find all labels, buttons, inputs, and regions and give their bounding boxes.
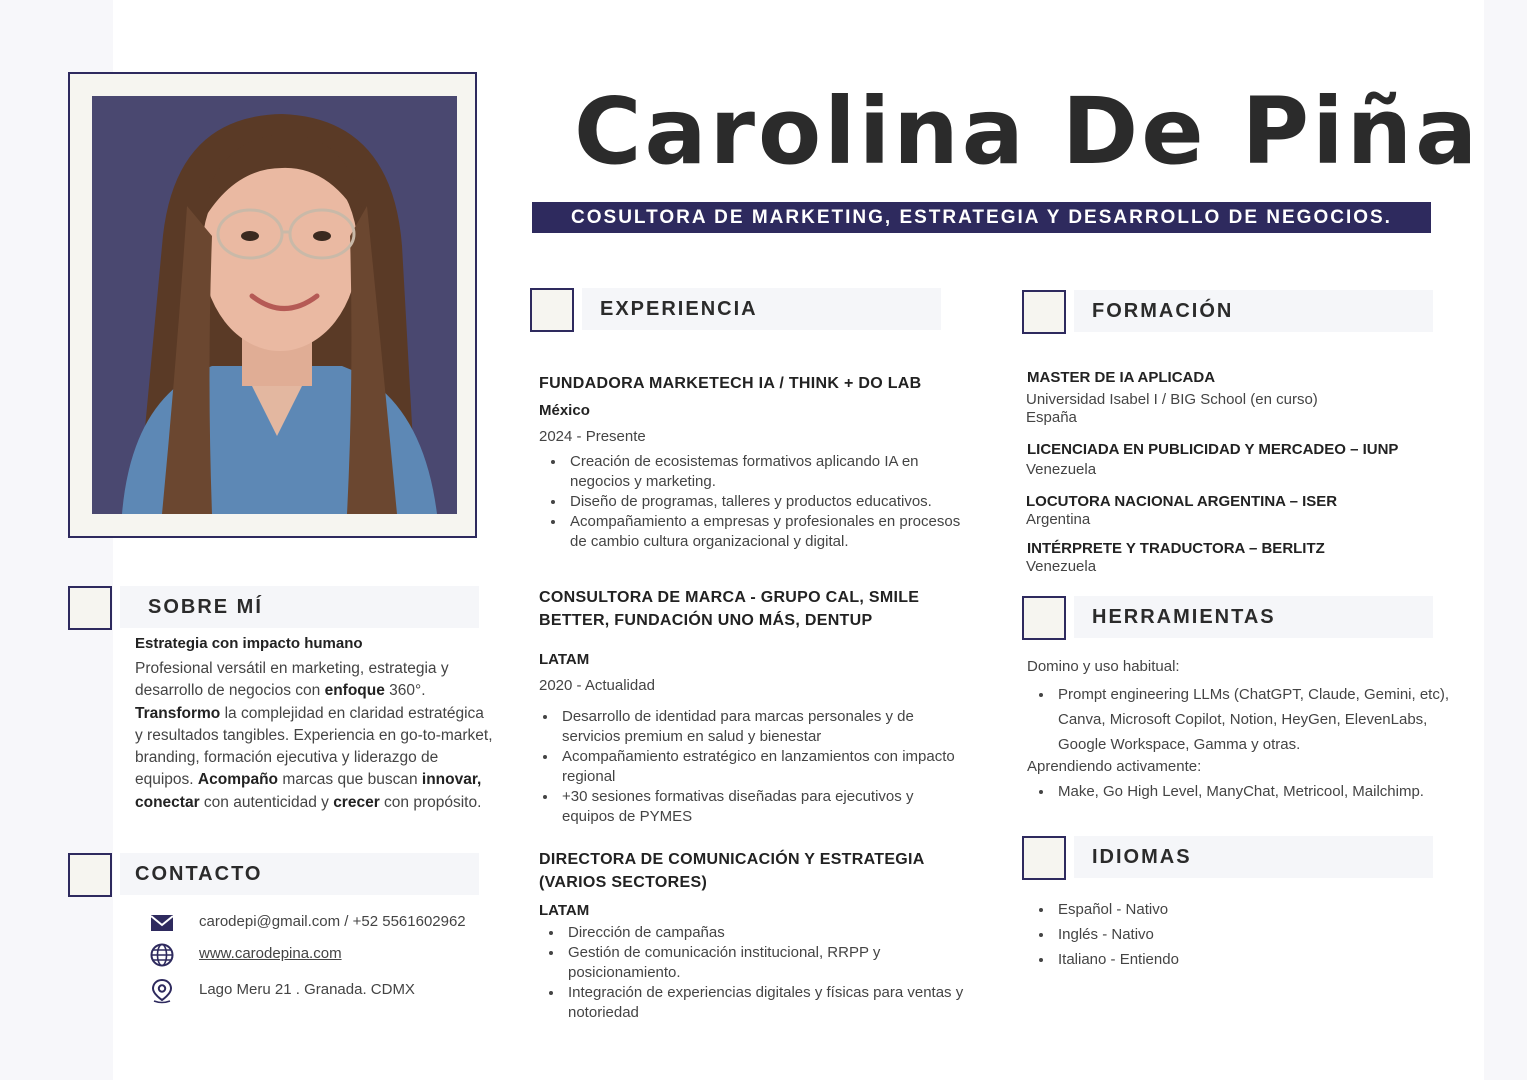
about-tagline: Estrategia con impacto humano [135,635,363,652]
education-title: MASTER DE IA APLICADA [1027,369,1216,386]
list-item: • Acompañamiento a empresas y profesionales en procesos de cambio cultura organizacional y digital. [566,512,971,552]
education-detail: España [1026,409,1077,426]
contact-email-text: carodepi@gmail.com / +52 5561602962 [199,913,466,930]
job-period: 2020 - Actualidad [539,677,655,694]
contact-website[interactable] [148,942,488,968]
languages-list [1036,897,1354,972]
education-detail: Universidad Isabel I / BIG School (en curso) [1026,391,1318,408]
list-item: • Prompt engineering LLMs (ChatGPT, Claude, Gemini, etc), Canva, Microsoft Copilot, Notion, HeyGen, ElevenLabs, Google Workspace, Gamma y otras. [1054,682,1474,757]
checkbox-square-icon [68,586,112,630]
languages-heading: IDIOMAS [1092,846,1192,868]
job-title-banner: COSULTORA DE MARKETING, ESTRATEGIA Y DESARROLLO DE NEGOCIOS. [532,202,1431,233]
location-pin-icon [148,978,176,1004]
list-item: • Italiano - Entiendo [1054,947,1354,972]
list-item: • Acompañamiento estratégico en lanzamientos con impacto regional [558,747,968,787]
education-title: LICENCIADA EN PUBLICIDAD Y MERCADEO – IUNP [1027,441,1399,458]
checkbox-square-icon [1022,596,1066,640]
contact-section-header [68,853,479,895]
list-item: • Creación de ecosistemas formativos aplicando IA en negocios y marketing. [566,452,971,492]
education-title: INTÉRPRETE Y TRADUCTORA – BERLITZ [1027,540,1325,557]
education-detail: Venezuela [1026,461,1097,478]
about-section-header [68,586,479,628]
contact-heading: CONTACTO [135,863,263,885]
checkbox-square-icon [530,288,574,332]
experience-heading: EXPERIENCIA [600,298,758,320]
job-location: México [539,402,590,419]
job-period: 2024 - Presente [539,428,646,445]
list-item: • Desarrollo de identidad para marcas personales y de servicios premium en salud y bienestar [558,707,968,747]
globe-icon [148,942,176,968]
job-title: DIRECTORA DE COMUNICACIÓN Y ESTRATEGIA (VARIOS SECTORES) [539,851,925,891]
education-section-header [1022,290,1433,332]
tools-section-header [1022,596,1433,638]
education-heading: FORMACIÓN [1092,300,1234,322]
about-paragraph: Profesional versátil en marketing, estrategia y desarrollo de negocios con enfoque 360°. Transformo la complejidad en claridad estratégica y resultados tangibles. Experiencia en go-to-market, branding, formación ejecutiva y liderazgo de equipos. Acompaño marcas que buscan innovar, conectar con autenticidad y crecer con propósito. [135,660,493,811]
job-title: CONSULTORA DE MARCA - GRUPO CAL, SMILE BETTER, FUNDACIÓN UNO MÁS, DENTUP [539,589,920,629]
job-location: LATAM [539,902,590,919]
list-item: • +30 sesiones formativas diseñadas para ejecutivos y equipos de PYMES [558,787,968,827]
contact-address [148,978,488,1004]
candidate-name: Carolina De Piña [574,78,1481,185]
list-item: • Gestión de comunicación institucional, RRPP y posicionamiento. [564,943,964,983]
education-detail: Argentina [1026,511,1091,528]
checkbox-square-icon [1022,290,1066,334]
checkbox-square-icon [1022,836,1066,880]
experience-section-header [530,288,941,330]
languages-section-header [1022,836,1433,878]
tools-learning-intro: Aprendiendo activamente: [1027,758,1202,775]
list-item: • Make, Go High Level, ManyChat, Metricool, Mailchimp. [1054,782,1484,802]
list-item: • Diseño de programas, talleres y productos educativos. [566,492,971,512]
job-bullets [546,923,964,1023]
tools-learning-list [1036,782,1484,802]
list-item: • Inglés - Nativo [1054,922,1354,947]
mail-icon [148,910,176,936]
about-heading: SOBRE MÍ [148,596,263,618]
photo-frame [68,72,477,538]
tools-heading: HERRAMIENTAS [1092,606,1276,628]
job-location: LATAM [539,651,590,668]
job-bullets [548,452,971,552]
checkbox-square-icon [68,853,112,897]
tools-intro: Domino y uso habitual: [1027,658,1180,675]
tools-list [1036,682,1474,757]
website-link[interactable]: www.carodepina.com [199,945,342,962]
list-item: • Dirección de campañas [564,923,964,943]
address-text: Lago Meru 21 . Granada. CDMX [199,981,415,998]
list-item: • Integración de experiencias digitales y físicas para ventas y notoriedad [564,983,964,1023]
job-title: FUNDADORA MARKETECH IA / THINK + DO LAB [539,375,922,392]
portrait-illustration [92,96,457,514]
job-bullets [540,707,968,827]
list-item: • Español - Nativo [1054,897,1354,922]
contact-email-phone [148,910,488,936]
profile-photo [92,96,457,514]
education-detail: Venezuela [1026,558,1097,575]
education-title: LOCUTORA NACIONAL ARGENTINA – ISER [1026,493,1338,510]
